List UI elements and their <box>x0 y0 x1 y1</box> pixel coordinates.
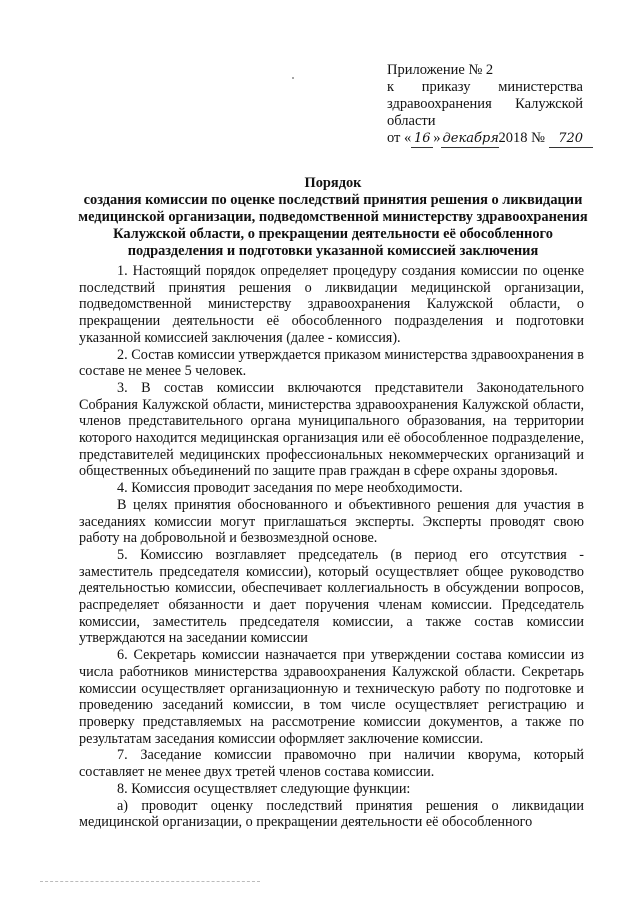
handwritten-month: декабря <box>442 131 499 146</box>
appendix-date-line <box>387 130 583 148</box>
heading-title: Порядок <box>304 175 362 191</box>
appendix-word: здравоохранения <box>387 96 492 112</box>
document-body <box>79 263 584 831</box>
appendix-line-3 <box>387 96 583 113</box>
paragraph-5: 5. Комиссию возглавляет председатель (в период его отсутствия - заместитель председателя комиссии), который осуществляет общее руководство деятельностью комиссии, обеспечивает коллегиальность в обсуждении вопросов, распределяет обязанности и дает поручения членам комиссии. Председатель комиссии, заместитель председателя комиссии, а также состав комиссии утверждаются на заседании комиссии <box>79 546 584 647</box>
document-heading <box>78 175 588 260</box>
date-prefix: от « <box>387 130 412 146</box>
handwritten-order-number: 720 <box>549 130 593 148</box>
paragraph-2: 2. Состав комиссии утверждается приказом министерства здравоохранения в составе не менее 5 человек. <box>79 346 584 380</box>
paragraph-1: 1. Настоящий порядок определяет процедуру создания комиссии по оценке последствий принятия решения о ликвидации медицинской организации, подведомственной министерству здравоохранения Калужской области, о прекращении деятельности её обособленного подразделения и подготовки указанной комиссией заключения (далее - комиссия). <box>79 263 584 346</box>
handwritten-day: 16 <box>411 130 433 148</box>
appendix-word: к <box>387 79 395 95</box>
paragraph-3: 3. В состав комиссии включаются представители Законодательного Собрания Калужской области, министерства здравоохранения Калужской области, членов представительного органа муниципального образования, на территории которого находится медицинская организация или её обособленное подразделение, представителей медицинских профессиональных некоммерческих организаций и общественных объединений по защите прав граждан в сфере охраны здоровья. <box>79 379 584 480</box>
appendix-word: приказу <box>421 79 471 95</box>
paragraph-8a: а) проводит оценку последствий принятия решения о ликвидации медицинской организации, о прекращении деятельности её обособленного <box>79 797 584 831</box>
appendix-word: министерства <box>498 79 583 95</box>
appendix-word: Калужской <box>515 96 583 112</box>
paragraph-7: 7. Заседание комиссии правомочно при наличии кворума, который составляет не менее двух третей членов состава комиссии. <box>79 747 584 781</box>
appendix-line-2 <box>387 79 583 96</box>
heading-subtitle: создания комиссии по оценке последствий принятия решения о ликвидации медицинской организации, подведомственной министерству здравоохранения Калужской области, о прекращении деятельности её обособленного подразделения и подготовки указанной комиссией заключения <box>78 192 588 259</box>
scan-speck <box>292 77 294 79</box>
date-mid: » <box>433 130 441 146</box>
paragraph-4-experts: В целях принятия обоснованного и объективного решения для участия в заседаниях комиссии могут приглашаться эксперты. Эксперты проводят свою работу на добровольной и безвозмездной основе. <box>79 496 584 547</box>
appendix-block <box>387 62 583 148</box>
scan-footer-line <box>40 881 260 882</box>
date-year: 2018 № <box>498 130 545 146</box>
paragraph-4: 4. Комиссия проводит заседания по мере необходимости. <box>117 480 463 497</box>
appendix-title: Приложение № 2 <box>387 62 494 78</box>
paragraph-8: 8. Комиссия осуществляет следующие функции: <box>117 780 411 797</box>
appendix-line-4: области <box>387 113 436 129</box>
paragraph-6: 6. Секретарь комиссии назначается при утверждении состава комиссии из числа работников министерства здравоохранения Калужской области. Секретарь комиссии осуществляет организационную и техническую работу по подготовке и проведению заседаний комиссии, в том числе осуществляет регистрацию и проверку представляемых на рассмотрение комиссии документов, а также по результатам заседания комиссии оформляет заключение комиссии. <box>79 647 584 747</box>
